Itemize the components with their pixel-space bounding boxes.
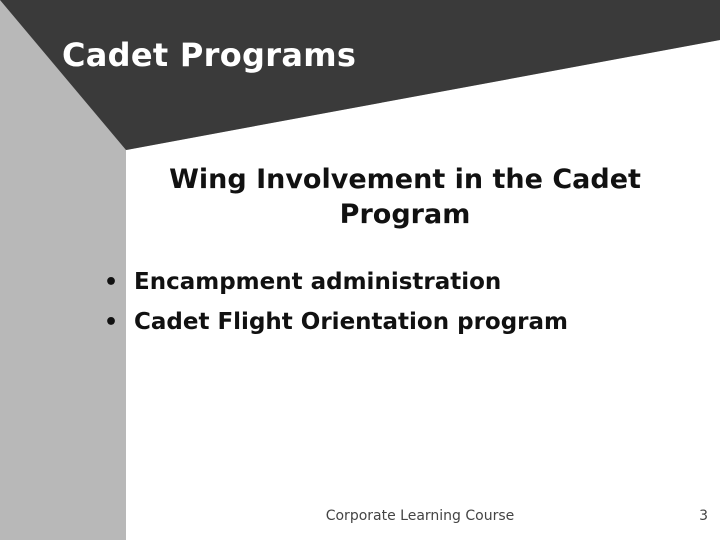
subtitle-line-2: Program [339,199,471,230]
bullet-text: Cadet Flight Orientation program [134,309,569,335]
bullet-item [104,304,568,344]
bullet-item [104,264,568,304]
bullet-dot-icon: • [104,310,119,335]
slide-subtitle [140,162,670,232]
bullet-dot-icon: • [104,270,119,295]
page-number: 3 [699,508,708,524]
subtitle-line-1: Wing Involvement in the Cadet [169,164,641,195]
slide-title: Cadet Programs [62,36,357,74]
footer-text: Corporate Learning Course [325,508,515,524]
bullet-text: Encampment administration [134,269,502,295]
header-dark-band [0,0,720,150]
bullet-list [104,264,568,344]
